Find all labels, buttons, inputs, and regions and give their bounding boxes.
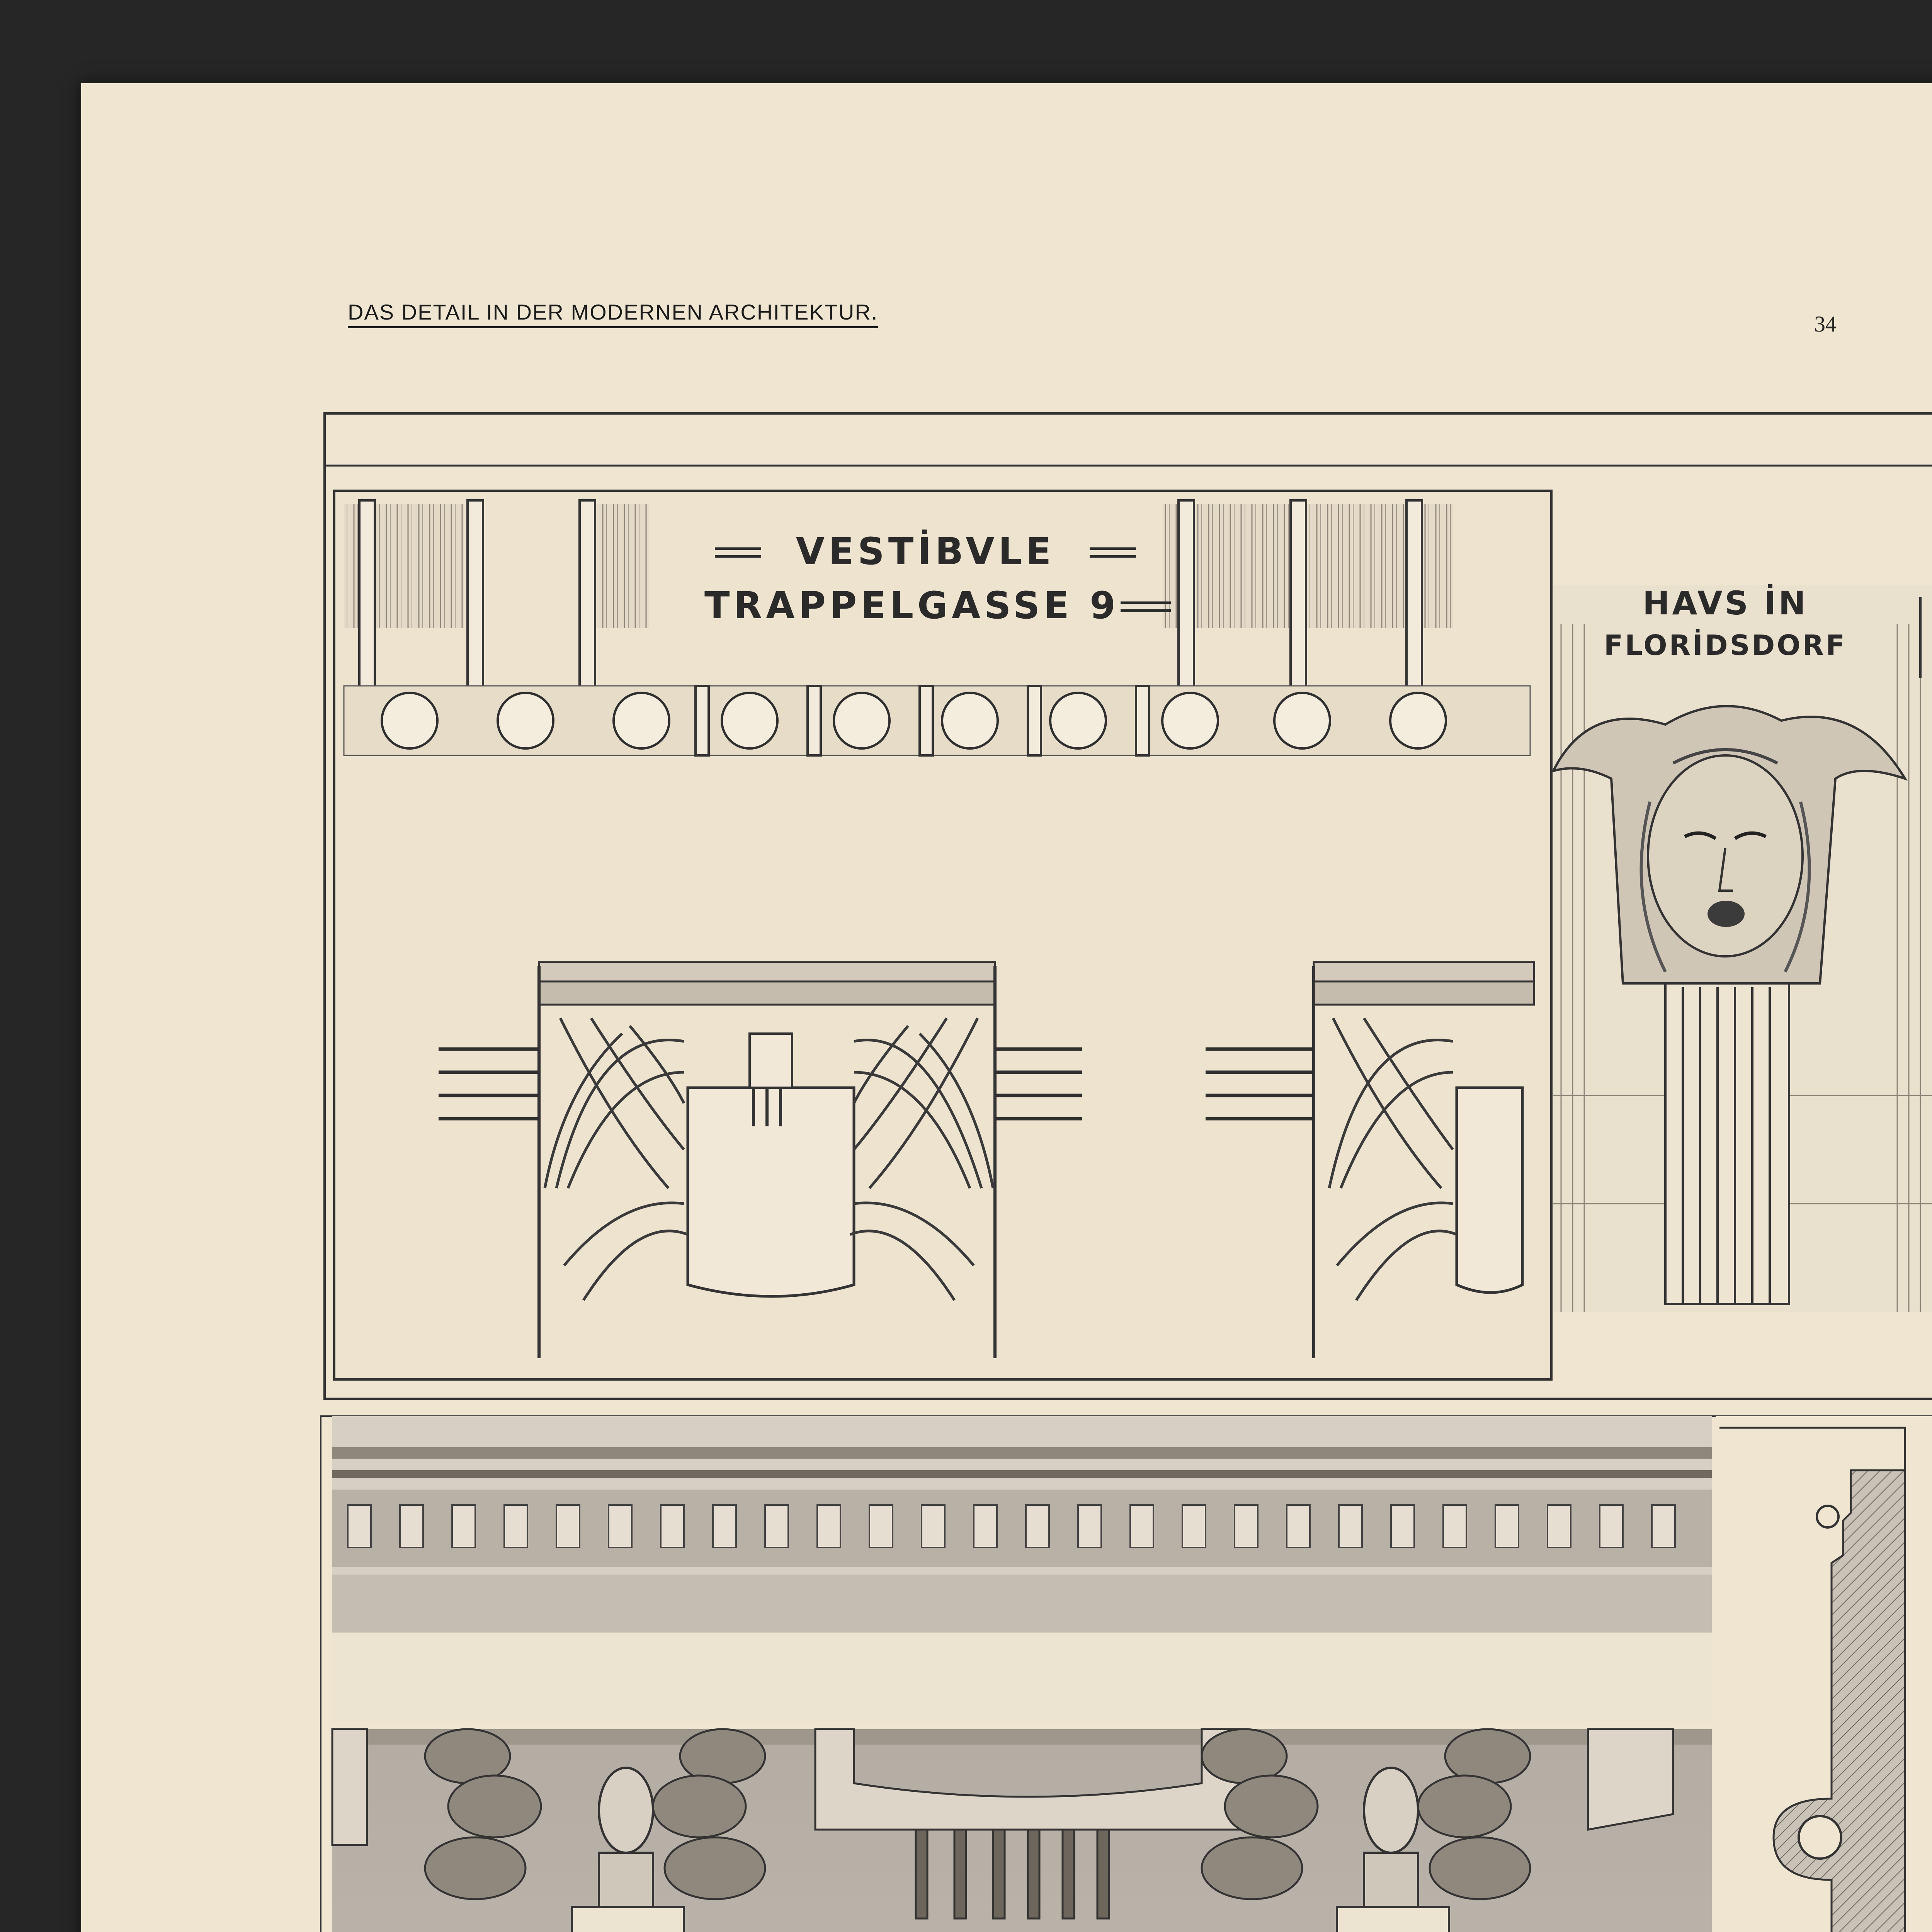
dentil: [974, 1505, 997, 1548]
dentil: [504, 1505, 527, 1548]
architectural-drawings: [81, 83, 1932, 1932]
plate-number: 34: [1814, 311, 1837, 337]
dentil: [1652, 1505, 1675, 1548]
vestibule-label: VESTİBVLE: [796, 530, 1055, 573]
plate-sheet: [81, 83, 1932, 1932]
dentil: [922, 1505, 945, 1548]
dentil: [1443, 1505, 1466, 1548]
dentil: [1026, 1505, 1049, 1548]
fluted-pendant: [1665, 983, 1789, 1304]
floridsdorf-label: FLORİDSDORF: [1604, 629, 1847, 662]
dentil: [348, 1505, 371, 1548]
series-title: DAS DETAIL IN DER MODERNEN ARCHITEKTUR.: [348, 299, 878, 328]
drawing-kochgasse-vestibule: [321, 1416, 1932, 1932]
cornice-profile-section: [1716, 1416, 1932, 1932]
haus-in-label: HAVS İN: [1643, 584, 1808, 622]
dentil: [661, 1505, 684, 1548]
dentil: [765, 1505, 788, 1548]
dentil: [713, 1505, 736, 1548]
dentil: [556, 1505, 580, 1548]
dentil: [1235, 1505, 1258, 1548]
dentil: [1182, 1505, 1206, 1548]
dentil: [1548, 1505, 1571, 1548]
dentil: [609, 1505, 632, 1548]
drawing-floridsdorf-keystone: [1553, 584, 1932, 1312]
dentil: [400, 1505, 423, 1548]
dentil: [1130, 1505, 1153, 1548]
dentil: [1287, 1505, 1310, 1548]
dentil: [1339, 1505, 1362, 1548]
dentil: [817, 1505, 840, 1548]
dentil: [869, 1505, 893, 1548]
dentil: [1391, 1505, 1414, 1548]
dentil: [1495, 1505, 1519, 1548]
dentil: [1600, 1505, 1623, 1548]
trappelgasse-label: TRAPPELGASSE 9: [704, 584, 1120, 627]
dentil: [452, 1505, 475, 1548]
dentil: [1078, 1505, 1101, 1548]
